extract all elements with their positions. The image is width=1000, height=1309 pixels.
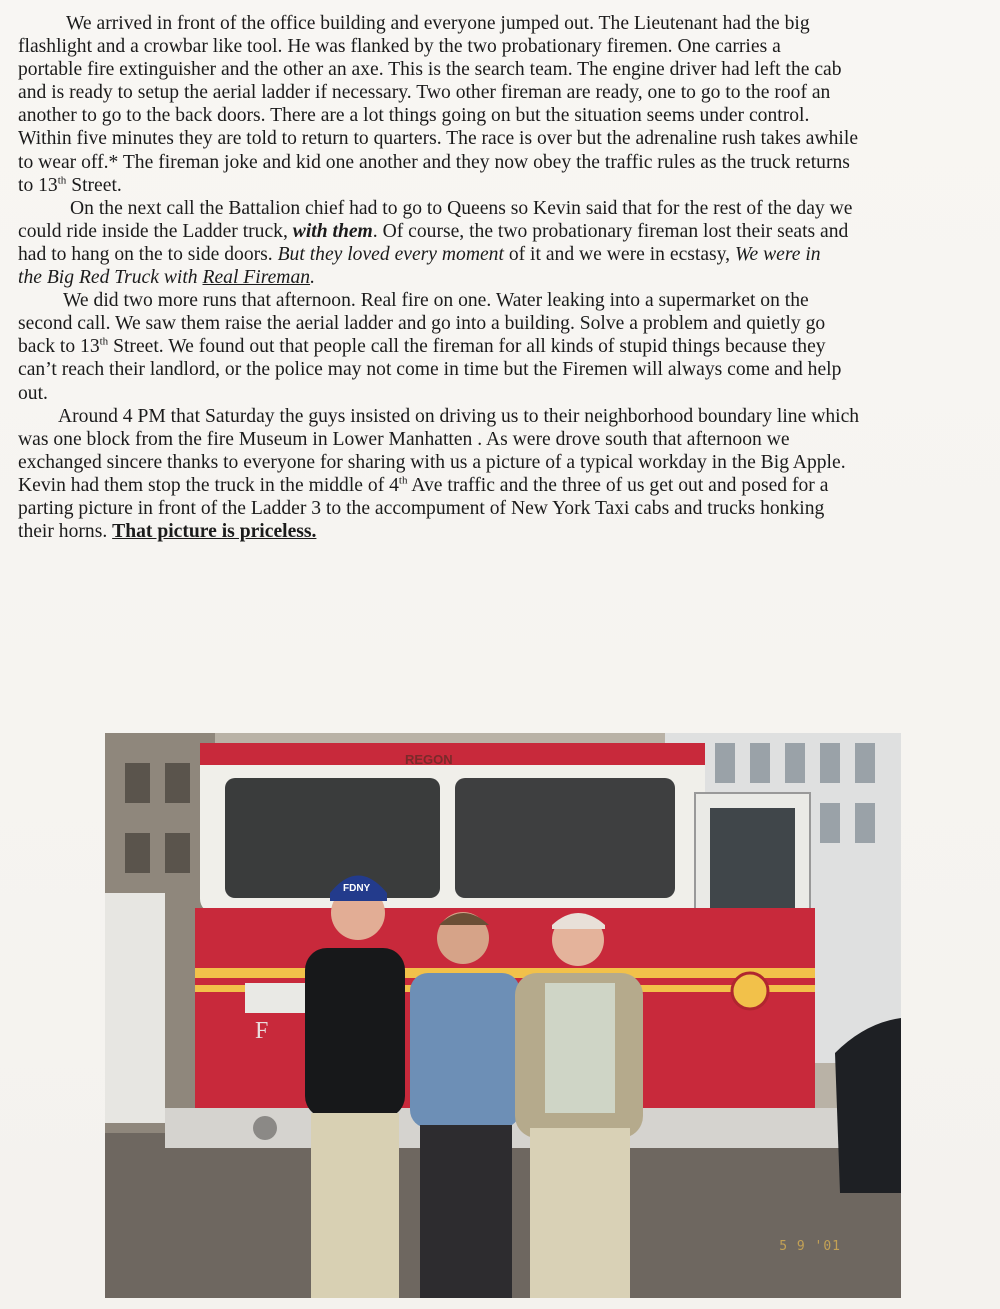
- paragraph-1-line-2: flashlight and a crowbar like tool. He was flanked by the two probationary firemen. One carries a: [18, 36, 781, 58]
- text-run: back to 13: [18, 336, 100, 358]
- paragraph-1-line-6: Within five minutes they are told to return to quarters. The race is over but the adrenaline rush takes awhile: [18, 128, 859, 150]
- priceless-underlined-text: That picture is priceless.: [112, 521, 317, 543]
- italic-text: But they loved every moment: [277, 243, 504, 265]
- left-windshield: [225, 778, 440, 898]
- paragraph-1-line-3: portable fire extinguisher and the other an axe. This is the search team. The engine driver had left the cab: [18, 59, 842, 81]
- text-run: Street.: [66, 174, 122, 196]
- paragraph-1-line-8: [18, 174, 983, 197]
- paragraph-3-line-5: out.: [18, 382, 48, 404]
- text-run: Street. We found out that people call the fireman for all kinds of stupid things because they: [108, 336, 826, 358]
- underlined-text: Real Fireman: [202, 267, 311, 289]
- emphasis-text: with them: [292, 220, 373, 242]
- ordinal-suffix: th: [57, 174, 67, 187]
- paragraph-2-line-2: [18, 220, 983, 243]
- text-run: . Of course, the two probationary fireman lost their seats and: [372, 220, 849, 242]
- paragraph-4-line-3: exchanged sincere thanks to everyone for sharing with us a picture of a typical workday in the Big Apple.: [18, 451, 846, 473]
- photo-illustration: [105, 733, 901, 1298]
- photo-date-stamp: 5 9 '01: [779, 1239, 841, 1254]
- right-windshield: [455, 778, 675, 898]
- paragraph-4-line-4: [18, 474, 983, 497]
- paragraph-3-line-3: [18, 335, 983, 358]
- ordinal-suffix: th: [398, 474, 408, 487]
- fire-truck-photo: [105, 733, 901, 1298]
- paragraph-1-line-5: another to go to the back doors. There are a lot things going on but the situation seems under control.: [18, 105, 810, 127]
- text-run: their horns.: [18, 521, 113, 543]
- paragraph-3-line-4: can’t reach their landlord, or the police may not come in time but the Firemen will always come and help: [18, 359, 842, 381]
- cap-text: FDNY: [343, 883, 371, 894]
- paragraph-3-line-2: second call. We saw them raise the aerial ladder and go into a building. Solve a problem and quietly go: [18, 313, 826, 335]
- text-run: had to hang on the to side doors.: [18, 243, 278, 265]
- paragraph-4-line-6: [18, 520, 983, 543]
- memoir-text: [18, 12, 983, 543]
- paragraph-2-line-1: On the next call the Battalion chief had to go to Queens so Kevin said that for the rest of the day we: [70, 197, 853, 219]
- paragraph-4-line-1: Around 4 PM that Saturday the guys insisted on driving us to their neighborhood boundary line which: [58, 405, 860, 427]
- text-run: of it and we were in ecstasy,: [503, 243, 735, 265]
- door-letter: F: [255, 1018, 269, 1044]
- paragraph-1-line-4: and is ready to setup the aerial ladder if necessary. Two other fireman are ready, one to go to the roof an: [18, 82, 831, 104]
- text-run: Kevin had them stop the truck in the middle of 4: [18, 474, 399, 496]
- paragraph-1-line-1: We arrived in front of the office building and everyone jumped out. The Lieutenant had the big: [66, 13, 810, 34]
- italic-text: We were in: [734, 243, 821, 265]
- text-run: Ave traffic and the three of us get out and posed for a: [407, 474, 829, 496]
- text-run: .: [310, 267, 315, 289]
- paragraph-4-line-5: parting picture in front of the Ladder 3 to the accompument of New York Taxi cabs and trucks honking: [18, 497, 825, 519]
- truck-sign-text: REGON: [405, 752, 453, 767]
- paragraph-4-line-2: was one block from the fire Museum in Lower Manhatten . As were drove south that afternoon we: [18, 428, 790, 450]
- ordinal-suffix: th: [99, 335, 109, 348]
- paragraph-1-line-7: to wear off.* The fireman joke and kid one another and they now obey the traffic rules as the truck returns: [18, 151, 850, 173]
- dark-car: [835, 1018, 901, 1193]
- paragraph-2-line-3: [18, 243, 983, 266]
- paragraph-2-line-4: [18, 266, 983, 289]
- text-run: to 13: [18, 174, 58, 196]
- paragraph-3-line-1: We did two more runs that afternoon. Real fire on one. Water leaking into a supermarket on the: [63, 290, 809, 312]
- italic-text: the Big Red Truck with: [18, 267, 203, 289]
- text-run: could ride inside the Ladder truck,: [18, 220, 293, 242]
- white-van: [105, 893, 165, 1123]
- fdny-emblem: [732, 973, 768, 1009]
